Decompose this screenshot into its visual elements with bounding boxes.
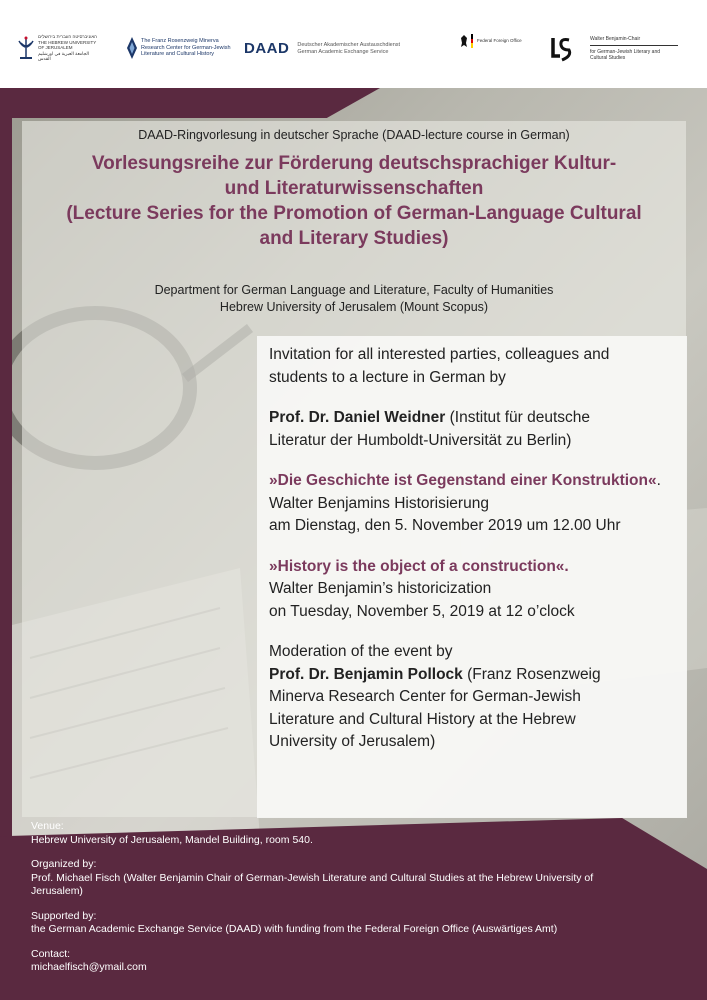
german-lecture-date: am Dienstag, den 5. November 2019 um 12.00 Uhr [269,517,621,534]
moderator-affiliation-3: Literature and Cultural History at the Hebrew [269,710,576,728]
contact-label: Contact: [31,947,71,960]
huji-line-en: THE HEBREW UNIVERSITY OF JERUSALEM [38,39,97,50]
speaker-affiliation-1: (Institut für deutsche [445,409,591,426]
ffo-label: Federal Foreign Office [477,38,522,44]
minerva-line-1: The Franz Rosenzweig Minerva [141,38,219,45]
german-flag-icon [471,34,473,48]
department-info [22,282,686,316]
title-line-3: (Lecture Series for the Promotion of German-Language Cultural [66,203,642,224]
wbc-line-1: for German-Jewish Literary and [590,48,661,55]
moderator-affiliation-4: University of Jerusalem) [269,733,436,750]
english-lecture-title: »History is the object of a construction«. [269,557,569,575]
supported-value: the German Academic Exchange Service (DAAD) with funding from the Federal Foreign Office (Auswärtiges Amt) [31,923,558,935]
supporter-block [31,910,671,937]
german-lecture-title: »Die Geschichte ist Gegenstand einer Konstruktion« [269,472,657,489]
minerva-owl-icon [126,36,138,60]
daad-line-en: German Academic Exchange Service [297,48,389,55]
speaker-block [269,407,679,452]
moderator-affiliation-2: Minerva Research Center for German-Jewish [269,688,581,705]
intro-line-2: students to a lecture in German by [269,368,506,386]
invitation-intro [269,344,679,389]
moderator-affiliation-1: (Franz Rosenzweig [462,665,601,683]
speaker-affiliation-2: Literatur der Humboldt-Universität zu Berlin) [269,431,572,449]
english-lecture-subtitle: Walter Benjamin’s historicization [269,580,492,597]
english-lecture-block [269,556,679,624]
daad-wordmark: DAAD [244,40,290,57]
invitation-body [269,344,679,772]
daad-line-de: Deutscher Akademischer Austauschdienst [297,41,401,48]
wbc-title: Walter Benjamin-Chair [590,36,641,42]
minerva-line-3: Literature and Cultural History [141,51,215,58]
plum-band-top [0,88,380,118]
event-footer [31,820,671,986]
series-title [22,151,686,251]
wbc-line-2: Cultural Studies [590,55,626,61]
title-line-4: and Literary Studies) [259,228,449,249]
venue-label: Venue: [31,820,64,832]
moderator-name: Prof. Dr. Benjamin Pollock [269,665,463,683]
hebrew-university-logo [18,34,103,62]
ls-monogram-icon [550,36,572,62]
plum-band-left [0,88,12,848]
intro-line-1: Invitation for all interested parties, colleagues and [269,346,610,363]
contact-block [31,948,671,975]
organized-value-1: Prof. Michael Fisch (Walter Benjamin Chair of German-Jewish Literature and Cultural Studies at the Hebrew University of [31,871,594,884]
title-line-2: und Literaturwissenschaften [224,178,484,199]
organized-value-2: Jerusalem) [31,885,83,897]
menorah-icon [18,35,34,61]
walter-benjamin-chair-logo [590,36,690,62]
minerva-center-logo [126,36,231,60]
department-line: Department for German Language and Literature, Faculty of Humanities [154,283,554,297]
german-title-period: . [656,472,661,489]
minerva-line-2: Research Center for German-Jewish [141,44,231,51]
german-lecture-subtitle: Walter Benjamins Historisierung [269,494,489,512]
english-lecture-date: on Tuesday, November 5, 2019 at 12 o’clock [269,602,575,620]
federal-foreign-office-logo [460,34,540,48]
eagle-icon [460,34,468,48]
organized-label: Organized by: [31,858,97,870]
moderation-block [269,641,679,754]
lecture-course-kicker: DAAD-Ringvorlesung in deutscher Sprache (DAAD-lecture course in German) [138,128,570,142]
supported-label: Supported by: [31,909,97,922]
title-line-1: Vorlesungsreihe zur Förderung deutschsprachiger Kultur- [91,153,617,174]
wbc-divider [590,45,678,46]
venue-block [31,820,671,847]
university-line: Hebrew University of Jerusalem (Mount Scopus) [219,300,489,314]
venue-value: Hebrew University of Jerusalem, Mandel Building, room 540. [31,833,313,846]
moderation-intro: Moderation of the event by [269,643,453,660]
logo-bar [0,0,707,88]
huji-line-ar: الجامعة العبرية في اورشليم القدس [38,50,90,61]
contact-email-link[interactable]: michaelfisch@ymail.com [31,961,147,973]
organizer-block [31,858,671,899]
huji-line-he: האוניברסיטה העברית בירושלים [38,34,98,39]
german-lecture-block [269,470,679,538]
daad-logo [244,40,444,57]
speaker-name: Prof. Dr. Daniel Weidner [269,409,446,426]
